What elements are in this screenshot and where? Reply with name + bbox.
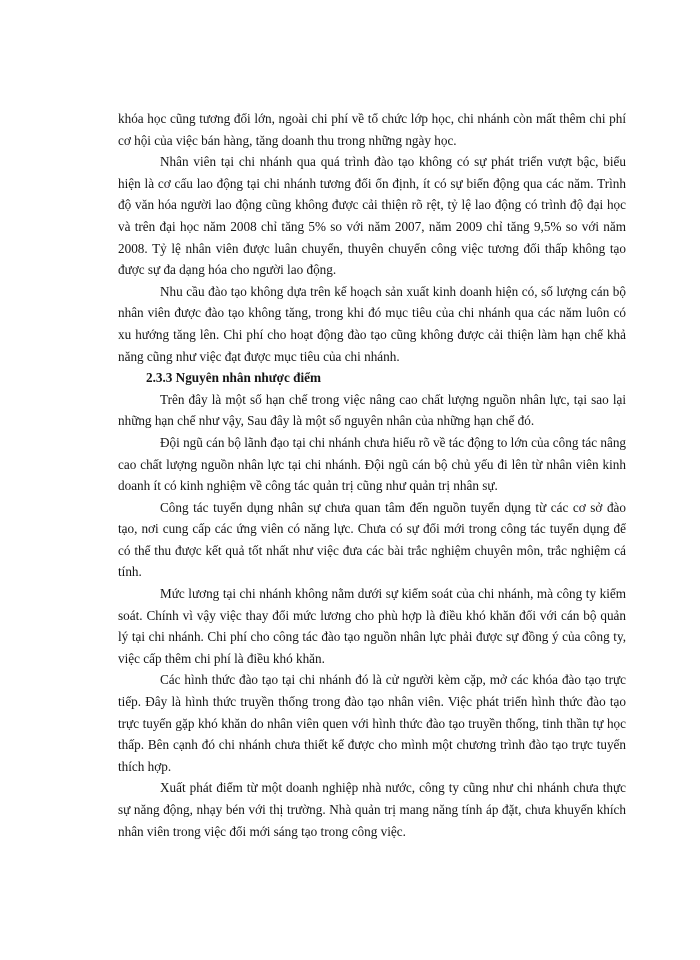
paragraph-origin: Xuất phát điểm từ một doanh nghiệp nhà nước, công ty cũng như chi nhánh chưa thực sự năng động, nhạy bén với thị trường. Nhà quản trị mang năng tính áp đặt, chưa khuyến khích nhân viên trong việc đổi mới sáng tạo trong công việc.: [118, 780, 626, 839]
paragraph-intro-causes: Trên đây là một số hạn chế trong việc nâng cao chất lượng nguồn nhân lực, tại sao lại những hạn chế như vậy, Sau đây là một số nguyên nhân của những hạn chế đó.: [118, 391, 626, 429]
section-heading: 2.3.3 Nguyên nhân nhược điểm: [146, 370, 321, 386]
paragraph-training-forms: Các hình thức đào tạo tại chi nhánh đó là cử người kèm cặp, mở các khóa đào tạo trực tiếp. Đây là hình thức truyền thống trong đào tạo nhân viên. Việc phát triển hình thức đào tạo trực tuyến gặp khó khăn do nhân viên quen với hình thức đào tạo truyền thống, tinh thần tự học thấp. Bên cạnh đó chi nhánh chưa thiết kế được cho mình một chương trình đào tạo trực tuyến thích hợp.: [118, 672, 626, 774]
paragraph-training-needs: Nhu cầu đào tạo không dựa trên kế hoạch sản xuất kinh doanh hiện có, số lượng cán bộ nhân viên được đào tạo không tăng, trong khi đó mục tiêu của chi nhánh qua các năm luôn có xu hướng tăng lên. Chi phí cho hoạt động đào tạo cũng không được cải thiện làm hạn chế khả năng cũng như việc đạt được mục tiêu của chi nhánh.: [118, 283, 626, 364]
paragraph-continued: khóa học cũng tương đối lớn, ngoài chi phí về tổ chức lớp học, chi nhánh còn mất thêm chi phí cơ hội của việc bán hàng, tăng doanh thu trong những ngày học.: [118, 111, 626, 148]
paragraph-salary: Mức lương tại chi nhánh không nằm dưới sự kiểm soát của chi nhánh, mà công ty kiểm soát. Chính vì vậy việc thay đổi mức lương cho phù hợp là điều khó khăn đối với cán bộ quản lý tại chi nhánh. Chi phí cho công tác đào tạo nguồn nhân lực phải được sự đồng ý của công ty, việc cấp thêm chi phí là điều khó khăn.: [118, 586, 626, 666]
paragraph-recruitment: Công tác tuyển dụng nhân sự chưa quan tâm đến nguồn tuyển dụng từ các cơ sở đào tạo, nơi cung cấp các ứng viên có năng lực. Chưa có sự đổi mới trong công tác tuyển dụng để có thể thu được kết quả tốt nhất như việc đưa các bài trắc nghiệm chuyên môn, trắc nghiệm cá tính.: [118, 499, 626, 580]
paragraph-leadership: Đội ngũ cán bộ lãnh đạo tại chi nhánh chưa hiểu rõ về tác động to lớn của công tác nâng cao chất lượng nguồn nhân lực tại chi nhánh. Đội ngũ cán bộ chủ yếu đi lên từ nhân viên kinh doanh ít có kinh nghiệm về công tác quản trị cũng như quản trị nhân sự.: [118, 434, 627, 494]
paragraph-staff-development: Nhân viên tại chi nhánh qua quá trình đào tạo không có sự phát triển vượt bậc, biểu hiện là cơ cấu lao động tại chi nhánh tương đối ổn định, ít có sự biến động qua các năm. Trình độ văn hóa người lao động cũng không được cải thiện rõ rệt, tỷ lệ lao động có trình độ đại học và trên đại học năm 2008 chỉ tăng 5% so với năm 2007, năm 2009 chỉ tăng 9,5% so với năm 2008. Tỷ lệ nhân viên được luân chuyển, thuyên chuyển công việc tương đối thấp không tạo được sự đa dạng hóa cho người lao động.: [118, 154, 626, 278]
document-page: [118, 108, 626, 842]
